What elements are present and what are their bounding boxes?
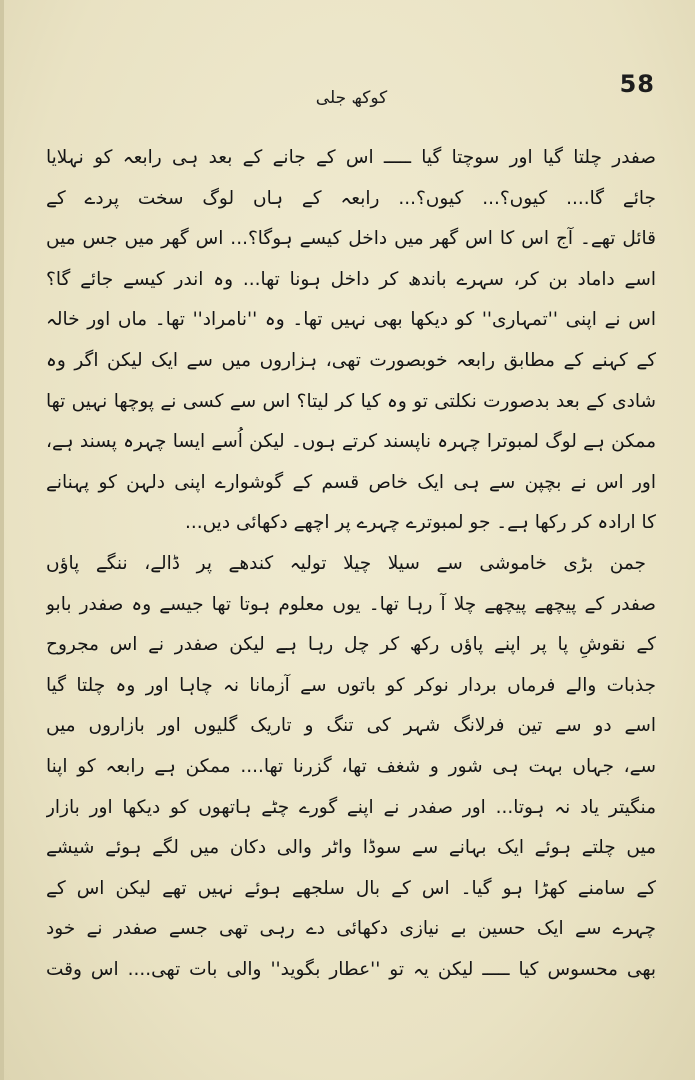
text-line: قائل تھے۔ آج اس کا اس گھر میں داخل کیسے ہوگا؟... اس گھر میں جس میں: [46, 228, 656, 250]
page-number: 58: [619, 70, 655, 98]
running-title: کوکھ جلی: [315, 88, 388, 108]
text-line: شادی کے بعد بدصورت نکلتی تو وہ کیا کر لیتا؟ اس سے کسی نے پوچھا نہیں تھا: [46, 390, 656, 412]
text-line: اور اس نے بچپن سے ہی ایک خاص قسم کے گوشوارے اپنی دلہن کو پہنانے: [46, 471, 656, 493]
page-header: [4, 70, 695, 110]
text-line: جذبات والے فرماں بردار نوکر کو باتوں سے آزمانا نہ چاہا اور وہ چلتا گیا: [46, 674, 656, 696]
text-line: جائے گا.... کیوں؟... کیوں؟... رابعہ کے ہاں لوگ سخت پردے کے: [46, 187, 656, 209]
text-line: کے نقوشِ پا پر اپنے پاؤں رکھ کر چل رہا ہے لیکن صفدر نے اس مجروح: [46, 634, 656, 656]
text-line: سے، جہاں بہت ہی شور و شغف تھا، گزرنا تھا.... ممکن ہے رابعہ کو اپنا: [46, 755, 656, 777]
text-line: کا ارادہ کر رکھا ہے۔ جو لمبوترے چہرے پر اچھے دکھائی دیں...: [184, 512, 656, 534]
body-text: [46, 138, 656, 990]
text-line: میں چلتے ہوئے ایک بہانے سے سوڈا واٹر والی دکان میں لگے ہوئے شیشے: [46, 837, 656, 859]
text-line: چہرے سے ایک حسین بے نیازی دکھائی دے رہی تھی جسے صفدر نے خود: [46, 918, 656, 940]
text-line: کے سامنے کھڑا ہو گیا۔ اس کے بال سلجھے ہوئے نہیں تھے لیکن اس کے: [46, 877, 656, 899]
text-line: جمن بڑی خاموشی سے سیلا چیلا تولیہ کندھے پر ڈالے، ننگے پاؤں: [46, 552, 646, 574]
text-line: صفدر کے پیچھے پیچھے چلا آ رہا تھا۔ یوں معلوم ہوتا تھا جیسے وہ صفدر بابو: [46, 593, 656, 615]
text-line: بھی محسوس کیا ـــــ لیکن یہ تو ''عطار بگوید'' والی بات تھی.... اس وقت: [46, 958, 656, 980]
text-line: اس نے اپنی ''تمہاری'' کو دیکھا بھی نہیں تھا۔ وہ ''نامراد'' تھا۔ ماں اور خالہ: [46, 309, 656, 331]
text-line: صفدر چلتا گیا اور سوچتا گیا ـــــ اس کے جانے کے بعد ہی رابعہ کو نہلایا: [46, 147, 656, 168]
text-line: منگیتر یاد نہ ہوتا... اور صفدر نے اپنے گورے چٹے ہاتھوں کو دیکھا اور بازار: [46, 796, 656, 818]
text-line: اسے دو سے تین فرلانگ شہر کی تنگ و تاریک گلیوں اور بازاروں میں: [46, 715, 656, 737]
text-line: اسے داماد بن کر، سہرے باندھ کر داخل ہونا تھا... وہ اندر کیسے جائے گا؟: [46, 268, 656, 290]
text-line: کے کہنے کے مطابق رابعہ خوبصورت تھی، ہزاروں میں سے ایک لیکن اگر وہ: [46, 349, 656, 371]
text-line: ممکن ہے لوگ لمبوترا چہرہ ناپسند کرتے ہوں۔ لیکن اُسے ایسا چہرہ پسند ہے،: [46, 431, 656, 453]
